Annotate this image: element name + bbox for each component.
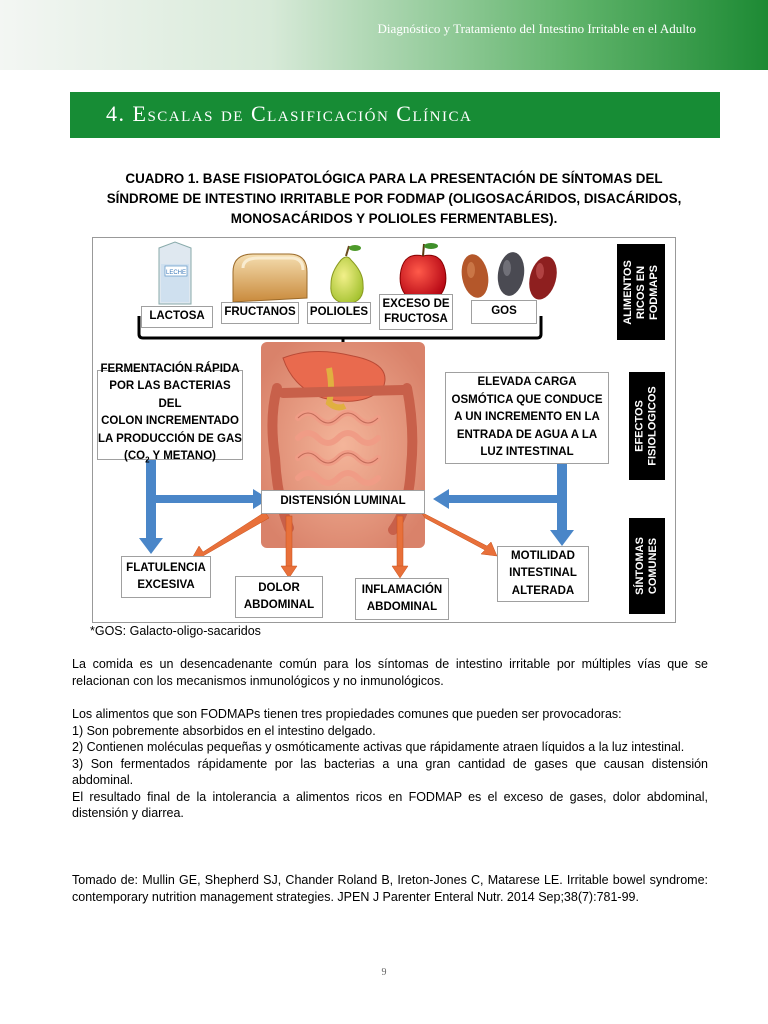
fermentacion-line: FERMENTACIÓN RÁPIDA xyxy=(100,362,240,375)
running-header: Diagnóstico y Tratamiento del Intestino Irritable en el Adulto xyxy=(377,21,696,36)
motilidad-box xyxy=(497,546,589,602)
cuadro-title-line: MONOSACÁRIDOS Y POLIOLES FERMENTABLES). xyxy=(230,211,558,226)
inflamacion-line: INFLAMACIÓN xyxy=(361,583,443,596)
properties-conclusion: El resultado final de la intolerancia a alimentos ricos en FODMAP es el exceso de gases, dolor abdominal, distensión y diarrea. xyxy=(72,789,708,820)
fermentacion-line: POR LAS BACTERIAS DEL xyxy=(109,380,231,410)
reference: Tomado de: Mullin GE, Shepherd SJ, Chander Roland B, Ireton-Jones C, Matarese LE. Irritable bowel syndrome: contemporary nutrition management strategies. JPEN J Parenter Enteral Nutr. 2014 Sep;38(7):781-99. xyxy=(72,873,708,904)
page-number: 9 xyxy=(381,967,387,978)
exceso-fructosa-line: FRUCTOSA xyxy=(384,313,448,325)
fermentacion-line: COLON INCREMENTADO xyxy=(101,415,239,428)
side-tag-text xyxy=(622,260,661,325)
cuadro-title-line: SÍNDROME DE INTESTINO IRRITABLE POR FODMAP (OLIGOSACÁRIDOS, DISACÁRIDOS, xyxy=(106,191,682,206)
beans-icon xyxy=(458,250,561,302)
milk-carton-icon xyxy=(159,242,191,304)
paragraph-properties xyxy=(72,706,708,822)
properties-intro: Los alimentos que son FODMAPs tienen tres propiedades comunes que pueden ser provocadoras: xyxy=(72,707,622,721)
lactosa-box: LACTOSA xyxy=(141,306,213,328)
side-tag-text xyxy=(634,386,660,465)
osmotica-line: ELEVADA CARGA xyxy=(477,376,577,389)
side-tag-efectos xyxy=(629,372,665,480)
dolor-box xyxy=(235,576,323,618)
milk-label: LECHE xyxy=(165,270,187,276)
inflamacion-box xyxy=(355,578,449,620)
osmotica-line: A UN INCREMENTO EN LA xyxy=(454,411,600,424)
fermentacion-box xyxy=(97,362,243,465)
side-tag-alimentos xyxy=(617,244,665,340)
bread-icon xyxy=(233,254,307,302)
motilidad-line: MOTILIDAD xyxy=(511,549,575,562)
exceso-fructosa-box xyxy=(379,294,453,330)
side-tag-line: RICOS EN xyxy=(634,265,647,319)
side-tag-line: ALIMENTOS xyxy=(621,259,634,325)
paragraph-intro: La comida es un desencadenante común para los síntomas de intestino irritable por múltiples vías que se relacionan con los mecanismos inmunológicos y no inmunológicos. xyxy=(72,657,708,688)
flatulencia-box xyxy=(121,556,211,598)
fermentacion-line: LA PRODUCCIÓN DE GAS xyxy=(98,432,242,445)
gos-box: GOS xyxy=(471,300,537,324)
pear-icon xyxy=(331,245,363,304)
cuadro-title-line: CUADRO 1. BASE FISIOPATOLÓGICA PARA LA PRESENTACIÓN DE SÍNTOMAS DEL xyxy=(125,171,663,186)
property-item: 3) Son fermentados rápidamente por las bacterias a una gran cantidad de gases que causan distensión abdominal. xyxy=(72,756,708,787)
section-title: 4. Escalas de Clasificación Clínica xyxy=(106,101,473,126)
osmotica-line: OSMÓTICA QUE CONDUCE xyxy=(451,393,603,406)
inflamacion-line: ABDOMINAL xyxy=(366,601,438,613)
cuadro-title xyxy=(72,169,716,229)
fermentacion-line: ($CO_2$ Y METANO) xyxy=(124,450,216,465)
dolor-line: DOLOR xyxy=(258,581,300,594)
distension-luminal-box: DISTENSIÓN LUMINAL xyxy=(261,490,425,514)
header-band xyxy=(0,0,768,70)
side-tag-line: COMUNES xyxy=(647,537,660,595)
figure-footnote: *GOS: Galacto-oligo-sacaridos xyxy=(90,624,261,638)
side-tag-line: FISIOLOGICOS xyxy=(647,386,660,466)
side-tag-line: SÍNTOMAS xyxy=(634,537,647,595)
motilidad-line: ALTERADA xyxy=(511,584,575,597)
fructanos-box: FRUCTANOS xyxy=(221,302,299,324)
side-tag-line: EFECTOS xyxy=(634,400,647,452)
fodmap-figure xyxy=(92,237,676,623)
osmotica-box xyxy=(445,372,609,464)
dolor-line: ABDOMINAL xyxy=(243,599,315,611)
property-item: 1) Son pobremente absorbidos en el intestino delgado. xyxy=(72,723,376,738)
motilidad-line: INTESTINAL xyxy=(509,567,577,580)
side-tag-sintomas xyxy=(629,518,665,614)
osmotica-line: LUZ INTESTINAL xyxy=(480,446,574,459)
exceso-fructosa-line: EXCESO DE xyxy=(382,298,450,310)
flatulencia-line: EXCESIVA xyxy=(137,579,195,591)
side-tag-text xyxy=(634,537,660,595)
section-heading-bar xyxy=(70,92,720,138)
flatulencia-line: FLATULENCIA xyxy=(126,561,206,574)
polioles-box: POLIOLES xyxy=(307,302,371,324)
property-item: 2) Contienen moléculas pequeñas y osmóticamente activas que rápidamente atraen líquidos a la luz intestinal. xyxy=(72,740,685,754)
side-tag-line: FODMAPS xyxy=(647,264,660,320)
osmotica-line: ENTRADA DE AGUA A LA xyxy=(456,428,598,441)
